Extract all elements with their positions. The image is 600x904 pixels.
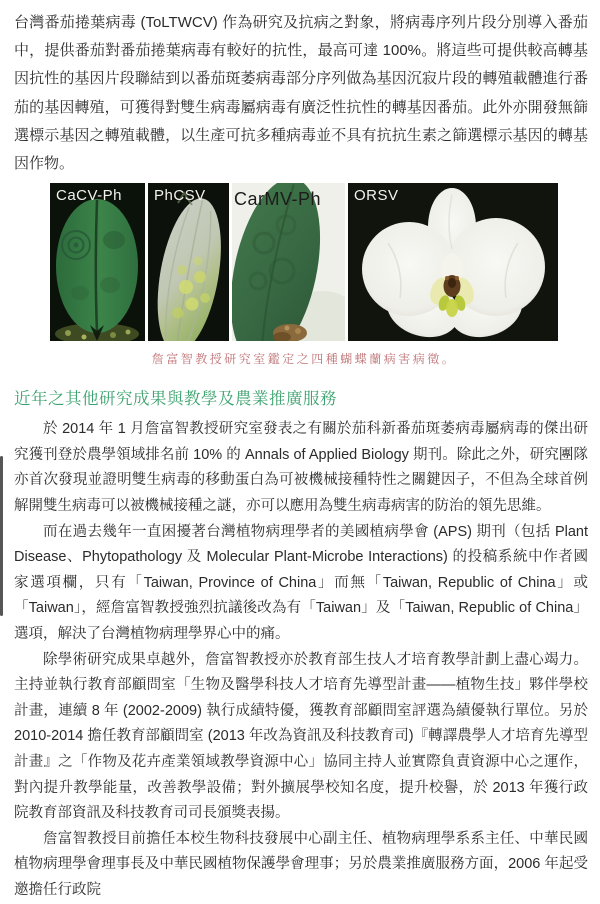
scan-edge-artifact bbox=[0, 456, 3, 616]
figure-panel-phcsv bbox=[148, 183, 229, 341]
orchid-leaf-ringspot-image bbox=[50, 183, 145, 341]
virus-symptom-figure bbox=[50, 183, 558, 367]
figure-panel-carmv-ph bbox=[232, 183, 345, 341]
figure-panel-label: PhCSV bbox=[154, 187, 206, 205]
figure-panel-label: CaCV-Ph bbox=[56, 187, 123, 205]
section-paragraph-4: 詹富智教授目前擔任本校生物科技發展中心副主任、植物病理學系系主任、中華民國植物病理學會理事長及中華民國植物保護學會理事；另於農業推廣服務方面，2006 年起受邀擔任行政院 bbox=[14, 830, 588, 898]
section-paragraph-1: 於 2014 年 1 月詹富智教授研究室發表之有關於茄科新番茄斑萎病毒屬病毒的傑出研究獲刊登於農學領域排名前 10% 的 Annals of Applied Biology 期刊。除此之外，研究團隊亦首次發現並證明雙生病毒的移動蛋白為可被機械接種特性之關鍵因子，不但為全球首例解開雙生病毒可以被機械接種之謎，亦可以應用為雙生病毒病害的防治的領先思維。 bbox=[14, 421, 588, 514]
section-paragraph-3: 除學術研究成果卓越外，詹富智教授亦於教育部生技人才培育教學計劃上盡心竭力。主持並執行教育部顧問室「生物及醫學科技人才培育先導型計畫——植物生技」夥伴學校計畫，連續 8 年 (2002-2009) 執行成績特優，獲教育部顧問室評選為績優執行單位。另於 2010-2014 擔任教育部顧問室 (2013 年改為資訊及科技教育司)『轉譯農學人才培育先導型計畫』之「作物及花卉產業領域教學資源中心」協同主持人並實際負責資源中心之運作，對內提升教學能量，改善教學設備；對外擴展學校知名度，提升校譽，於 2013 年獲行政院教育部資訊及科技教育司司長頒獎表揚。 bbox=[14, 651, 588, 822]
figure-panel-orsv bbox=[348, 183, 558, 341]
section-paragraph-2: 而在過去幾年一直困擾著台灣植物病理學者的美國植病學會 (APS) 期刊（包括 Plant Disease、Phytopathology 及 Molecular Plant-Microbe Interactions) 的投稿系統中作者國家選項欄，只有「Taiwan, Province of China」而無「Taiwan, Republic of China」或「Taiwan」，經詹富智教授強烈抗議後改為有「Taiwan」及「Taiwan, Republic of China」選項，解決了台灣植物病理學界心中的痛。 bbox=[14, 523, 588, 642]
photo-strip bbox=[50, 183, 558, 341]
figure-panel-cacv-ph bbox=[50, 183, 145, 341]
orchid-leaf-chlorotic-spot-image bbox=[148, 183, 229, 341]
white-orchid-flower-image bbox=[348, 183, 558, 341]
figure-caption: 詹富智教授研究室鑑定之四種蝴蝶蘭病害病徵。 bbox=[151, 352, 457, 367]
section-heading: 近年之其他研究成果與教學及農業推廣服務 bbox=[14, 390, 337, 409]
figure-panel-label: ORSV bbox=[354, 187, 399, 205]
figure-panel-label: CarMV-Ph bbox=[234, 189, 322, 210]
intro-paragraph: 台灣番茄捲葉病毒 (ToLTWCV) 作為研究及抗病之對象，將病毒序列片段分別導入番茄中，提供番茄對番茄捲葉病毒有較好的抗性，最高可達 100%。將這些可提供較高轉基因抗性的基因片段聯結到以番茄斑萎病毒部分序列做為基因沉寂片段的轉殖載體進行番茄的基因轉殖，可獲得對雙生病毒屬病毒有廣泛性抗性的轉基因番茄。此外亦開發無篩選標示基因之轉殖載體，以生產可抗多種病毒並不具有抗抗生素之篩選標示基因的轉基因作物。 bbox=[14, 14, 588, 173]
